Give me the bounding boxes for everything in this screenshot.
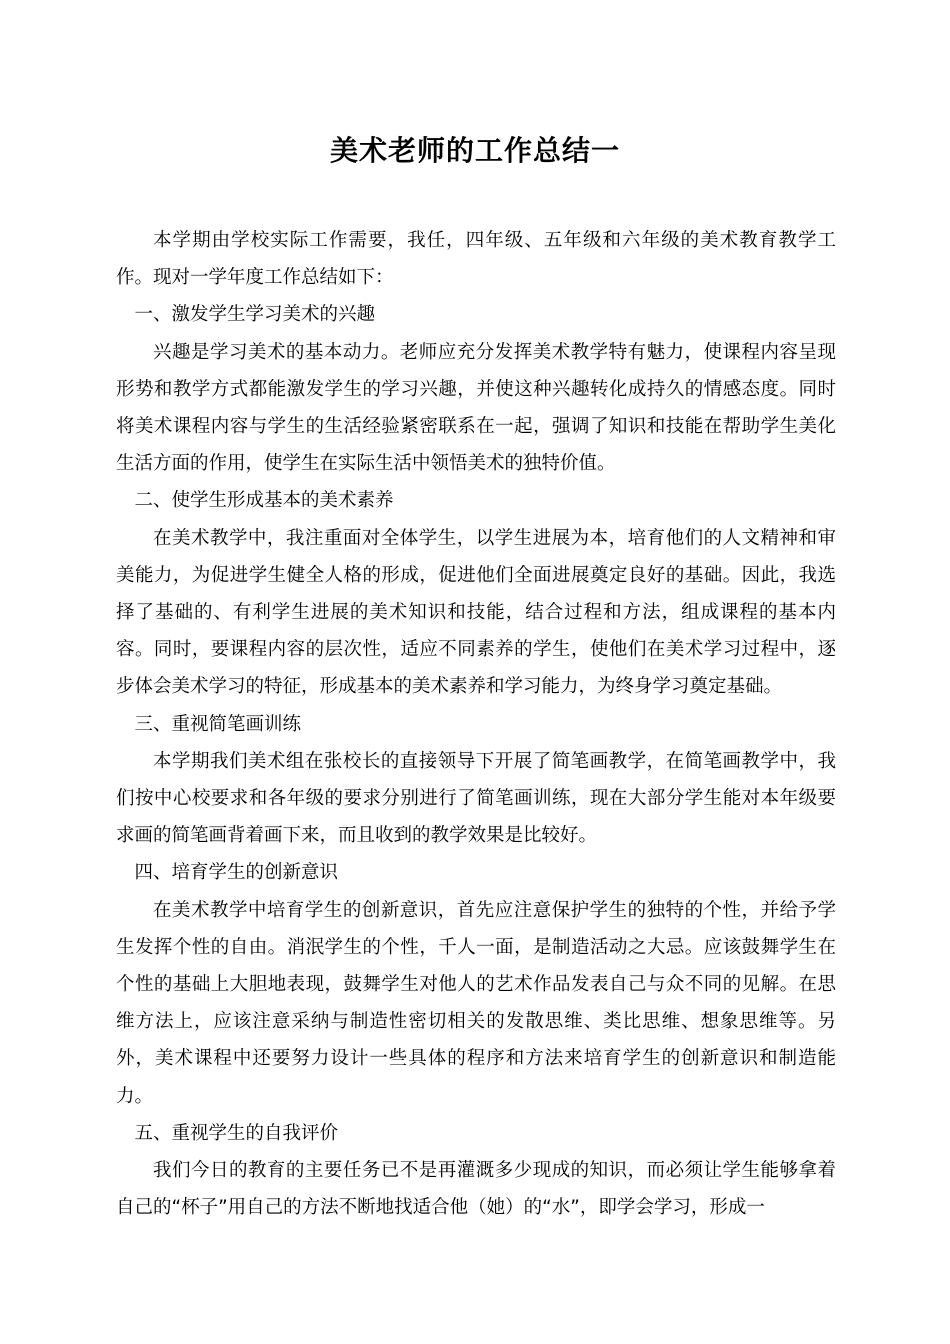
section-heading-4: 四、培育学生的创新意识 [134,862,339,884]
paragraph-section-1: 兴趣是学习美术的基本动力。老师应充分发挥美术教学特有魅力，使课程内容呈现形势和教学方式都能激发学生的学习兴趣，并使这种兴趣转化成持久的情感态度。同时将美术课程内容与学生的生活经验紧密联系在一起，强调了知识和技能在帮助学生美化生活方面的作用，使学生在实际生活中领悟美术的独特价值。 [116,341,836,475]
page-title: 美术老师的工作总结一 [329,134,620,167]
paragraph-section-3: 本学期我们美术组在张校长的直接领导下开展了简笔画教学，在简笔画教学中，我们按中心校要求和各年级的要求分别进行了简笔画训练，现在大部分学生能对本年级要求画的简笔画背着画下来，而且收到的教学效果是比较好。 [116,750,836,847]
paragraph-section-4: 在美术教学中培育学生的创新意识，首先应注意保护学生的独特的个性，并给予学生发挥个性的自由。消泯学生的个性，千人一面，是制造活动之大忌。应该鼓舞学生在个性的基础上大胆地表现，鼓舞学生对他人的艺术作品发表自己与众不同的见解。在思维方法上，应该注意采纳与制造性密切相关的发散思维、类比思维、想象思维等。另外，美术课程中还要努力设计一些具体的程序和方法来培育学生的创新意识和制造能力。 [116,899,836,1107]
paragraph-intro: 本学期由学校实际工作需要，我任，四年级、五年级和六年级的美术教育教学工作。现对一学年度工作总结如下： [116,230,836,289]
section-heading-5: 五、重视学生的自我评价 [134,1122,339,1144]
section-heading-1: 一、激发学生学习美术的兴趣 [134,304,376,326]
paragraph-section-5: 我们今日的教育的主要任务已不是再灌溉多少现成的知识，而必须让学生能够拿着自己的“杯子”用自己的方法不断地找适合他（她）的“水”，即学会学习，形成一 [116,1160,836,1219]
document-body [116,222,836,1226]
section-heading-2: 二、使学生形成基本的美术素养 [134,490,394,512]
paragraph-section-2: 在美术教学中，我注重面对全体学生，以学生进展为本，培育他们的人文精神和审美能力，为促进学生健全人格的形成，促进他们全面进展奠定良好的基础。因此，我选择了基础的、有利学生进展的美术知识和技能，结合过程和方法，组成课程的基本内容。同时，要课程内容的层次性，适应不同素养的学生，使他们在美术学习过程中，逐步体会美术学习的特征，形成基本的美术素养和学习能力，为终身学习奠定基础。 [116,527,836,698]
section-heading-3: 三、重视简笔画训练 [134,713,302,735]
